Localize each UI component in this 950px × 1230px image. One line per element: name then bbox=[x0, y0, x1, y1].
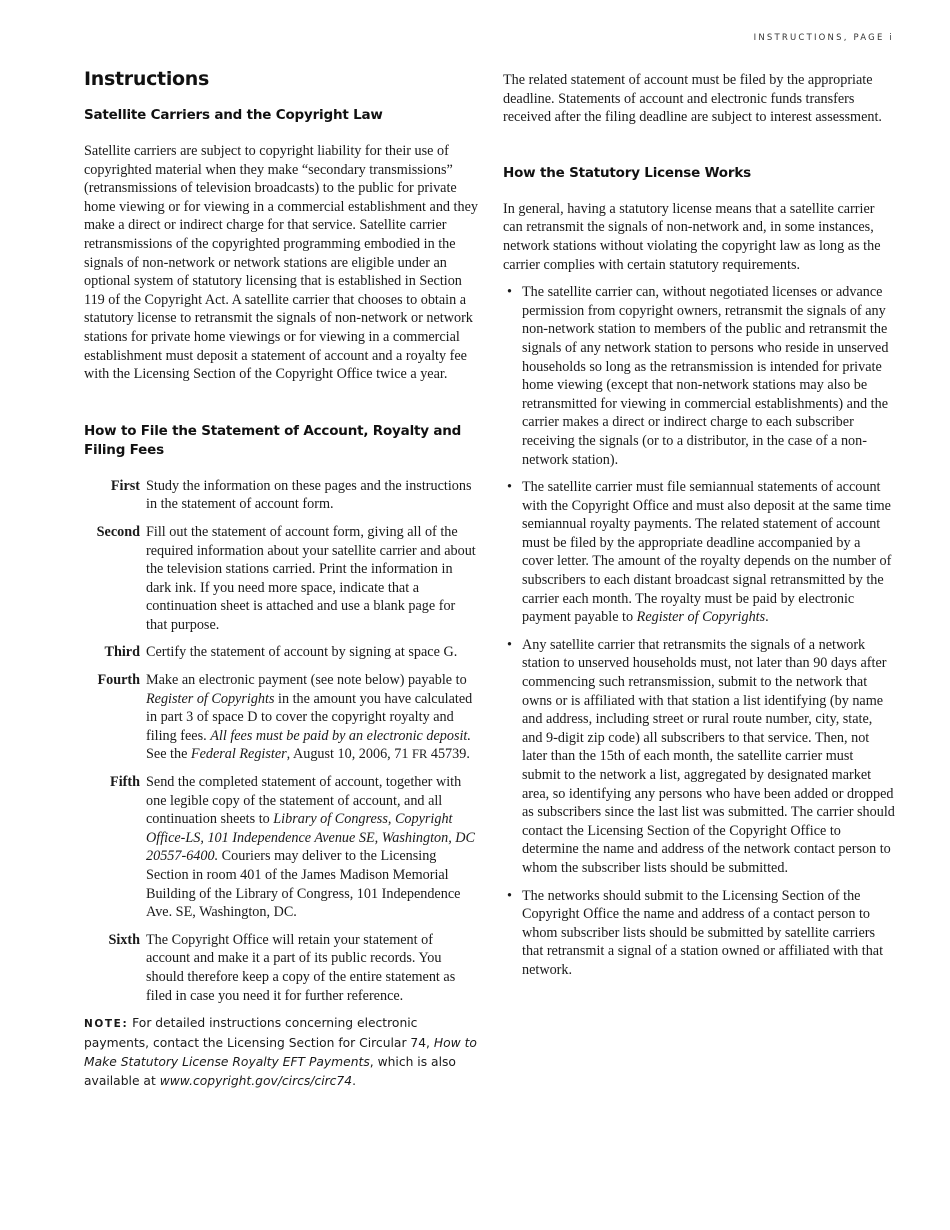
step-third bbox=[84, 643, 478, 662]
step-label: Sixth bbox=[108, 931, 140, 948]
step-sixth bbox=[84, 931, 478, 1005]
deadline-paragraph: The related statement of account must be filed by the appropriate deadline. Statements of account and electronic funds transfers received after the filing deadline are subject to interest assessment. bbox=[503, 72, 882, 126]
step-fourth bbox=[84, 671, 478, 764]
section-heading-statutory-license: How the Statutory License Works bbox=[503, 164, 751, 181]
running-head: INSTRUCTIONS, PAGE i bbox=[753, 33, 894, 43]
right-column bbox=[503, 71, 895, 989]
step-label: Fourth bbox=[97, 672, 140, 689]
step-label: Fifth bbox=[110, 774, 140, 791]
step-label: Third bbox=[104, 644, 140, 661]
step-fifth bbox=[84, 773, 478, 922]
list-item: • Any satellite carrier that retransmits the signals of a network station to unserved households must, not later than 90 days after commencing such retransmission, submit to the network that owns or is affiliated with that station a list identifying (by name and address, including street or rural route number, city, state, and 9-digit zip code) all subscribers to that service. Then, not later than the 15th of each month, the satellite carrier must submit to the network a list, aggregated by designated market area, so identifying any persons who have been added or dropped as subscribers since the last list was submitted. The carrier should contact the Licensing Section of the Copyright Office to determine the name and address of the network contact person to whom the subscriber lists should be submitted. bbox=[503, 636, 895, 878]
list-item: • The satellite carrier can, without negotiated licenses or advance permission from copyright owners, retransmit the signals of any non-network station to members of the public and retransmit the signals of any network station to persons who reside in unserved households so long as the retransmission is intended for private home viewing (except that non-network stations may also be retransmitted for viewing in commercial establishments) and the carrier makes a direct or indirect charge to each subscriber receiving the signals (or to a distributor, in the case of a non-network station). bbox=[503, 283, 895, 469]
list-item: • The networks should submit to the Licensing Section of the Copyright Office the name and address of a contact person to whom subscriber lists should be submitted by satellite carriers that retransmit a signal of a station owned or affiliated with that network. bbox=[503, 887, 895, 980]
step-label: Second bbox=[96, 523, 140, 540]
list-item: • The satellite carrier must file semiannual statements of account with the Copyright Office and must also deposit at the same time semiannual royalty payments. The related statement of account must be filed by the appropriate deadline accompanied by a cover letter. The amount of the royalty depends on the number of subscribers to each distant broadcast signal retransmitted by the carrier each month. The royalty must be paid by electronic payment payable to Register of Copyrights. bbox=[503, 478, 895, 627]
step-first bbox=[84, 477, 478, 514]
payment-note: NOTE: For detailed instructions concerning electronic payments, contact the Licensing Section for Circular 74, How to Make Statutory License Royalty EFT Payments, which is also available at www.copyright.gov/circs/circ74. bbox=[84, 1016, 477, 1089]
section-heading-how-to-file: How to File the Statement of Account, Royalty and Filing Fees bbox=[84, 422, 462, 458]
circular-title: How to Make Statutory License Royalty EFT Payments bbox=[84, 1036, 477, 1070]
payee-name: Register of Copyrights bbox=[146, 690, 275, 707]
step-text: Certify the statement of account by signing at space G. bbox=[146, 644, 458, 661]
step-text: Send the completed statement of account, together with one legible copy of the statement of account, and all continuation sheets to Library of Congress, Copyright Office-LS, 101 Independence Avenue SE, Washington, DC 20557-6400. Couriers may deliver to the Licensing Section in room 401 of the James Madison Memorial Building of the Library of Congress, 101 Independence Ave. SE, Washington, DC. bbox=[146, 774, 476, 921]
circular-link[interactable]: www.copyright.gov/circs/circ74 bbox=[159, 1074, 353, 1089]
satellite-carriers-paragraph: Satellite carriers are subject to copyright liability for their use of copyrighted material when they make “secondary transmissions” (retransmissions of television broadcasts) to the public for private home viewing or for viewing in a commercial establishment and they make a direct or indirect charge for that service. Satellite carrier retransmissions of the copyrighted programming embodied in the signals of non-network or network stations are eligible under an optional system of statutory licensing that is established in Section 119 of the Copyright Act. A satellite carrier that chooses to obtain a statutory license to retransmit the signals of non-network or network stations for private home viewings or for viewing in a commercial establishment must deposit a statement of account and a royalty fee with the Licensing Section of the Copyright Office twice a year. bbox=[84, 143, 478, 383]
page-title: Instructions bbox=[84, 68, 210, 90]
fees-emphasis: All fees must be paid by an electronic deposit. bbox=[210, 727, 471, 744]
step-label: First bbox=[110, 477, 140, 494]
section-heading-satellite-carriers: Satellite Carriers and the Copyright Law bbox=[84, 107, 383, 123]
step-second bbox=[84, 523, 478, 635]
statutory-license-list bbox=[503, 283, 895, 979]
payee-name: Register of Copyrights bbox=[636, 609, 766, 626]
left-column bbox=[84, 68, 478, 1091]
federal-register-ref: Federal Register bbox=[190, 746, 287, 763]
step-text: Study the information on these pages and the instructions in the statement of account form. bbox=[146, 477, 472, 513]
statutory-license-paragraph: In general, having a statutory license means that a satellite carrier can retransmit the signals of non-network and, in some instances, network stations without violating the copyright law as long as the carrier complies with certain statutory requirements. bbox=[503, 200, 881, 273]
step-text: Make an electronic payment (see note below) payable to Register of Copyrights in the amount you have calculated in part 3 of space D to cover the copyright royalty and filing fees. All fees must be paid by an electronic deposit. See the Federal Register, August 10, 2006, 71 FR 45739. bbox=[146, 672, 473, 763]
note-label: NOTE: bbox=[84, 1018, 129, 1031]
filing-steps bbox=[84, 477, 478, 1005]
step-text: The Copyright Office will retain your statement of account and make it a part of its public records. You should therefore keep a copy of the entire statement as filed in case you need it for further reference. bbox=[146, 931, 456, 1004]
step-text: Fill out the statement of account form, giving all of the required information about your satellite carrier and about the television stations carried. Print the information in dark ink. If you need more space, indicate that a continuation sheet is attached and use a blank page for that purpose. bbox=[146, 523, 476, 633]
mailing-address: Library of Congress, Copyright Office-LS, 101 Independence Avenue SE, Washington, DC 20557-6400. bbox=[146, 811, 476, 865]
